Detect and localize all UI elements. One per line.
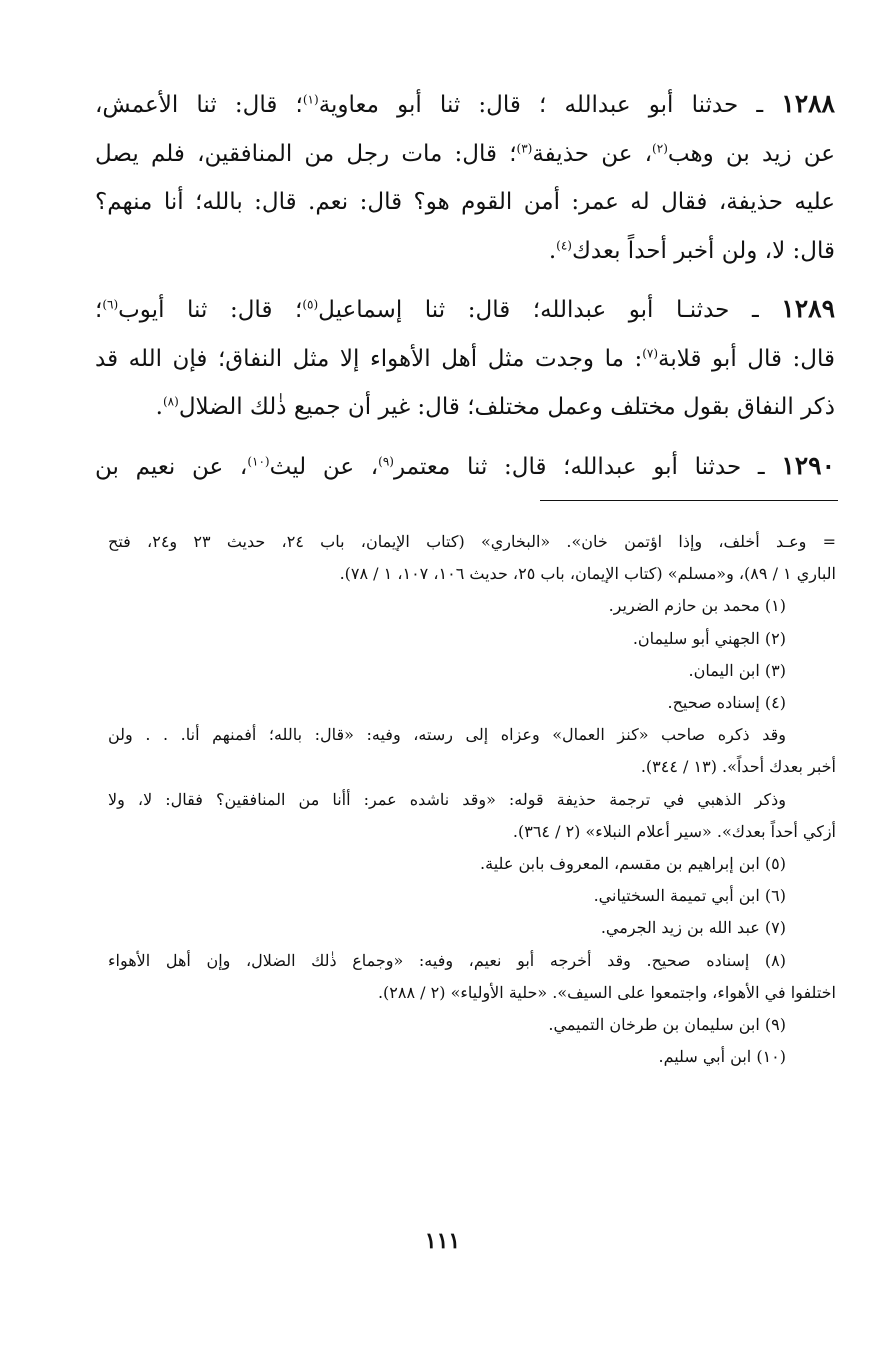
footnote-1: (١) محمد بن حازم الضرير. xyxy=(608,596,786,616)
footnotes xyxy=(108,526,836,1073)
footnote-4: (٤) إسناده صحيح. xyxy=(667,693,786,713)
hadith-line: ١٢٩٠ ـ حدثنا أبو عبدالله؛ قال: ثنا معتمر$^{(٩)}$، عن ليث$^{(١٠)}$، عن نعيم بن xyxy=(95,450,836,480)
footnote-8: (٨) إسناده صحيح. وقد أخرجه أبو نعيم، وفيه: «وجماع ذٰلك الضلال، وإن أهل الأهواء xyxy=(108,950,787,970)
footnote-9: (٩) ابن سليمان بن طرخان التميمي. xyxy=(548,1015,786,1035)
footnote-10: (١٠) ابن أبي سليم. xyxy=(658,1047,786,1067)
footnote-4-comment: أزكي أحداً بعدك». «سير أعلام النبلاء» (٢ / ٣٦٤). xyxy=(512,821,836,841)
hadith-line: قال: قال أبو قلابة$^{(٧)}$: ما وجدت مثل أهل الأهواء إلا مثل النفاق؛ فإن الله قد xyxy=(95,345,835,372)
hadith-1290 xyxy=(95,442,835,492)
hadith-1289 xyxy=(95,285,835,432)
hadith-line: ذكر النفاق بقول مختلف وعمل مختلف؛ قال: غير أن جميع ذٰلك الضلال$^{(٨)}$. xyxy=(155,394,835,420)
hadith-line: قال: لا، ولن أخبر أحداً بعدك$^{(٤)}$. xyxy=(548,237,835,264)
footnote-ref[interactable]: (٩) xyxy=(378,453,394,468)
main-text xyxy=(95,80,835,501)
footnote-ref[interactable]: (٥) xyxy=(302,297,319,312)
footnote-7: (٧) عبد الله بن زيد الجرمي. xyxy=(600,918,786,938)
footnote-8: اختلفوا في الأهواء، واجتمعوا على السيف». «حلية الأولياء» (٢ / ٢٨٨). xyxy=(377,982,836,1002)
footnote-3: (٣) ابن اليمان. xyxy=(688,660,786,680)
footnote-continuation: الباري ١ / ٨٩)، و«مسلم» (كتاب الإيمان، باب ٢٥، حديث ١٠٦، ١٠٧، ١ / ٧٨). xyxy=(339,564,836,584)
hadith-number: ١٢٩٠ xyxy=(781,450,836,480)
page-number: ١١١ xyxy=(424,1228,461,1254)
footnote-ref[interactable]: (٤) xyxy=(556,237,572,252)
footnote-6: (٦) ابن أبي تميمة السختياني. xyxy=(593,886,786,906)
hadith-1288 xyxy=(95,80,835,275)
footnote-4-comment: وذكر الذهبي في ترجمة حذيفة قوله: «وقد ناشده عمر: أأنا من المنافقين؟ فقال: لا، ولا xyxy=(108,789,786,809)
footnote-ref[interactable]: (٢) xyxy=(652,140,668,155)
hadith-line: ١٢٨٨ ـ حدثنا أبو عبدالله ؛ قال: ثنا أبو معاوية$^{(١)}$؛ قال: ثنا الأعمش، xyxy=(95,89,835,118)
footnote-ref[interactable]: (٣) xyxy=(516,140,533,155)
footnote-4-comment: أخبر بعدك أحداً». (١٣ / ٣٤٤). xyxy=(640,757,836,777)
footnote-5: (٥) ابن إبراهيم بن مقسم، المعروف بابن علية. xyxy=(480,854,786,874)
footnote-ref[interactable]: (١٠) xyxy=(247,453,270,468)
footnote-ref[interactable]: (٦) xyxy=(102,297,119,312)
hadith-line: ١٢٨٩ ـ حدثنـا أبو عبدالله؛ قال: ثنا إسماعيل$^{(٥)}$؛ قال: ثنا أيوب$^{(٦)}$؛ xyxy=(95,294,836,323)
footnote-ref[interactable]: (١) xyxy=(302,92,319,107)
hadith-line: عليه حذيفة، فقال له عمر: أمن القوم هو؟ قال: نعم. قال: بالله؛ أنا منهم؟ xyxy=(95,189,835,215)
footnote-4-comment: وقد ذكره صاحب «كنز العمال» وعزاه إلى رسته، وفيه: «قال: بالله؛ أفمنهم أنا. . . ولن xyxy=(108,725,786,745)
hadith-line: عن زيد بن وهب$^{(٢)}$، عن حذيفة$^{(٣)}$؛ قال: مات رجل من المنافقين، فلم يصل xyxy=(95,140,835,167)
footnote-continuation: = وعـد أخلف، وإذا اؤتمن خان». «البخاري» (كتاب الإيمان، باب ٢٤، حديث ٢٣ و٢٤، فتح xyxy=(108,532,836,551)
footnote-2: (٢) الجهني أبو سليمان. xyxy=(632,628,786,648)
footnote-separator xyxy=(540,500,838,502)
hadith-number: ١٢٨٨ xyxy=(781,89,835,118)
footnote-ref[interactable]: (٧) xyxy=(642,345,659,360)
footnote-ref[interactable]: (٨) xyxy=(162,394,179,409)
hadith-number: ١٢٨٩ xyxy=(781,294,836,323)
